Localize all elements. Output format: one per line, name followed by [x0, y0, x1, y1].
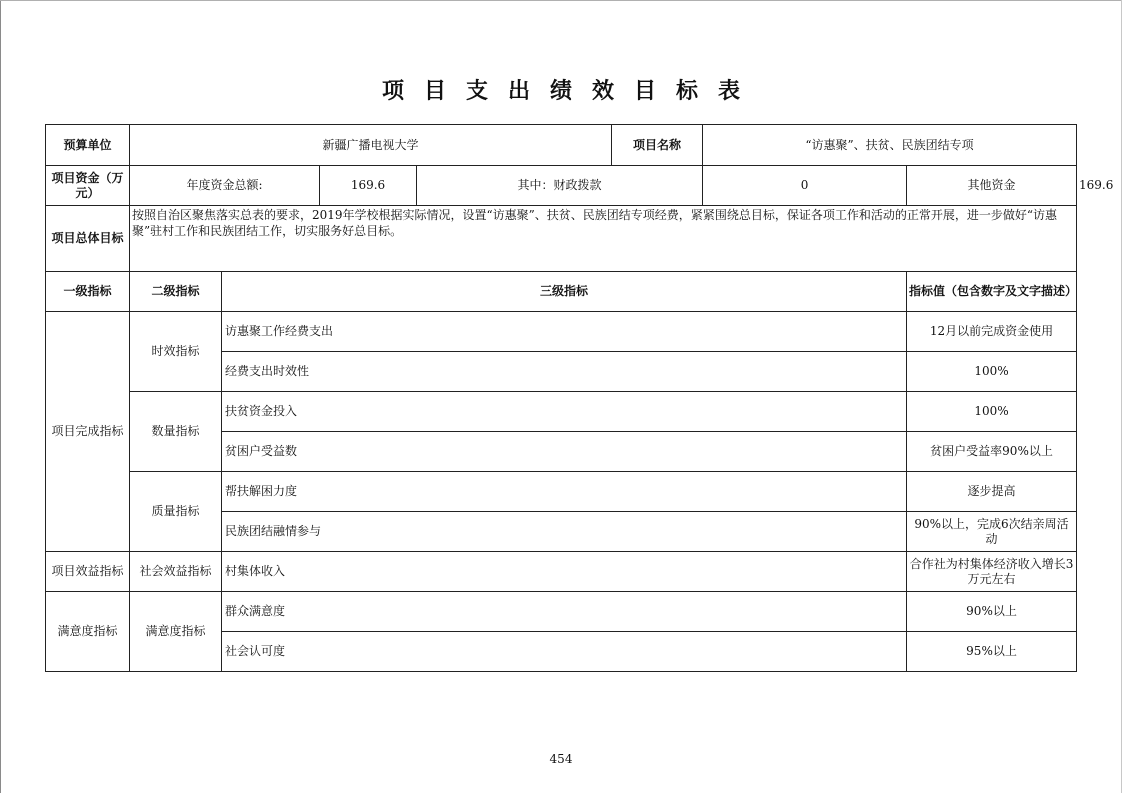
indicator-value: 100% [907, 392, 1077, 432]
table-row [46, 592, 1077, 632]
indicator-name: 群众满意度 [222, 592, 907, 632]
column-header-row [46, 272, 1077, 312]
project-name-label: 项目名称 [612, 125, 703, 166]
indicator-value: 90%以上，完成6次结亲周活动 [907, 512, 1077, 552]
budget-unit-label: 预算单位 [46, 125, 130, 166]
table-row [46, 472, 1077, 512]
fiscal-allocation-value: 0 [703, 166, 907, 206]
page-edge-top [0, 0, 1122, 1]
indicator-name: 社会认可度 [222, 632, 907, 672]
indicator-value: 贫困户受益率90%以上 [907, 432, 1077, 472]
page-number: 454 [549, 752, 573, 766]
budget-unit-row [46, 125, 1077, 166]
column-header-level1: 一级指标 [46, 272, 130, 312]
table-row [46, 392, 1077, 432]
indicator-name: 帮扶解困力度 [222, 472, 907, 512]
performance-goal-table [45, 124, 1114, 672]
table-row [46, 552, 1077, 592]
annual-total-value: 169.6 [320, 166, 417, 206]
satisfaction-sub-indicator-label: 满意度指标 [130, 592, 222, 672]
satisfaction-indicator-label: 满意度指标 [46, 592, 130, 672]
indicator-name: 贫困户受益数 [222, 432, 907, 472]
column-header-value: 指标值（包含数字及文字描述） [907, 272, 1077, 312]
timeliness-indicator-label: 时效指标 [130, 312, 222, 392]
indicator-name: 访惠聚工作经费支出 [222, 312, 907, 352]
overall-goal-row [46, 206, 1077, 272]
indicator-value: 90%以上 [907, 592, 1077, 632]
indicator-name: 经费支出时效性 [222, 352, 907, 392]
project-funds-label: 项目资金（万元） [46, 166, 130, 206]
page-title: 项目支出绩效目标表 [381, 79, 760, 104]
indicator-value: 100% [907, 352, 1077, 392]
social-benefit-indicator-label: 社会效益指标 [130, 552, 222, 592]
indicator-value: 12月以前完成资金使用 [907, 312, 1077, 352]
indicator-value: 95%以上 [907, 632, 1077, 672]
budget-unit-value: 新疆广播电视大学 [130, 125, 612, 166]
quality-indicator-label: 质量指标 [130, 472, 222, 552]
indicator-value: 合作社为村集体经济收入增长3万元左右 [907, 552, 1077, 592]
indicator-name: 民族团结融情参与 [222, 512, 907, 552]
indicator-name: 村集体收入 [222, 552, 907, 592]
page-edge-left [0, 0, 1, 793]
indicator-name: 扶贫资金投入 [222, 392, 907, 432]
annual-total-label: 年度资金总额: [130, 166, 320, 206]
fiscal-allocation-label: 其中：财政拨款 [417, 166, 703, 206]
column-header-level3: 三级指标 [222, 272, 907, 312]
column-header-level2: 二级指标 [130, 272, 222, 312]
overall-goal-label: 项目总体目标 [46, 206, 130, 272]
completion-indicator-label: 项目完成指标 [46, 312, 130, 552]
project-funds-row: 项目资金（万元） 年度资金总额: 169.6 其中：财政拨款 0 其他资金 169.6 [46, 166, 1077, 206]
quantity-indicator-label: 数量指标 [130, 392, 222, 472]
benefit-indicator-label: 项目效益指标 [46, 552, 130, 592]
project-name-value: “访惠聚”、扶贫、民族团结专项 [703, 125, 1077, 166]
indicator-value: 逐步提高 [907, 472, 1077, 512]
other-funds-label: 其他资金 [907, 166, 1077, 206]
overall-goal-text: 按照自治区聚焦落实总表的要求，2019年学校根据实际情况，设置“访惠聚”、扶贫、民族团结专项经费，紧紧围绕总目标，保证各项工作和活动的正常开展，进一步做好“访惠聚”驻村工作和民族团结工作，切实服务好总目标。 [130, 206, 1077, 272]
table-row [46, 312, 1077, 352]
